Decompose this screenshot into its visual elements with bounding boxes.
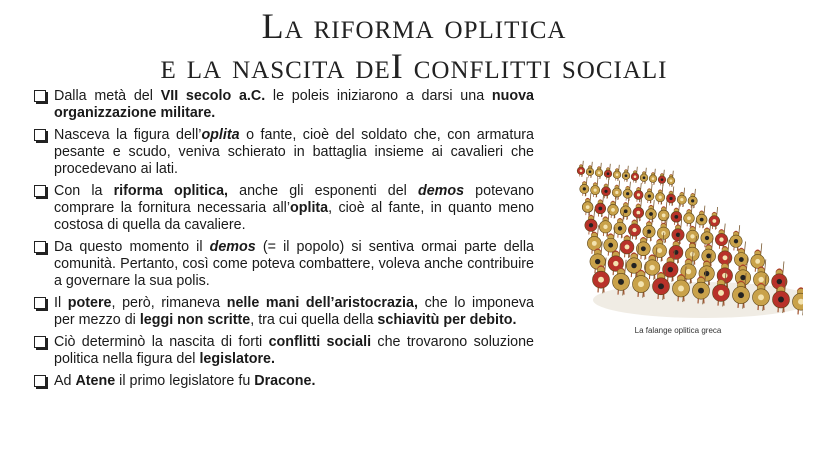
hoplite-icon <box>620 197 631 220</box>
bullet-text-part: Il <box>54 295 68 311</box>
hoplite-icon <box>622 166 630 182</box>
hoplite-icon <box>730 225 742 251</box>
hoplite-icon <box>656 185 665 204</box>
bullet-text-part: VII secolo a.C. <box>160 88 266 104</box>
checkbox-bullet-icon <box>34 90 46 102</box>
bullet-text-part: schiavitù per debito. <box>377 312 517 328</box>
hoplite-icon <box>613 165 621 181</box>
hoplite-icon <box>666 186 675 205</box>
hoplite-icon <box>604 164 612 180</box>
hoplite-icon <box>580 177 589 196</box>
hoplite-icon <box>585 209 597 235</box>
hoplite-icon <box>582 193 593 216</box>
bullet-text-part: le poleis iniziarono a darsi una <box>265 88 492 104</box>
checkbox-bullet-icon <box>34 297 46 309</box>
bullet-text-part: Da questo momento il <box>54 239 210 255</box>
phalanx-illustration <box>553 150 803 325</box>
hoplite-icon <box>677 188 686 207</box>
bullet-item <box>34 334 534 368</box>
hoplite-icon <box>688 189 697 208</box>
figure-caption: La falange oplitica greca <box>634 326 722 335</box>
bullet-text-part: potere <box>67 295 112 311</box>
bullet-text-part: , tra cui quella della <box>250 312 378 328</box>
hoplite-icon <box>623 182 632 201</box>
bullet-text-part: potevano comprare la fornitura necessaria all’ <box>54 183 535 216</box>
bullet-text-part: Ad <box>54 373 76 389</box>
hoplite-icon <box>608 196 619 219</box>
title-line-1: La riforma oplitica <box>261 6 567 46</box>
bullet-text-part: riforma oplitica, <box>113 183 229 199</box>
bullet-list <box>34 88 534 395</box>
hoplite-icon <box>612 181 621 200</box>
bullet-item <box>34 373 534 390</box>
checkbox-bullet-icon <box>34 375 46 387</box>
hoplite-icon <box>601 179 610 198</box>
bullet-text-part: oplita <box>201 127 240 143</box>
hoplite-icon <box>586 162 594 178</box>
hoplite-icon <box>599 211 611 237</box>
bullet-text-part: demos <box>417 183 465 199</box>
bullet-item <box>34 183 534 234</box>
bullet-text-part: oplita <box>290 200 329 216</box>
checkbox-bullet-icon <box>34 185 46 197</box>
bullet-text-part: conflitti sociali <box>268 334 372 350</box>
hoplite-icon <box>633 199 644 222</box>
hoplite-icon <box>715 224 727 250</box>
bullet-item <box>34 127 534 178</box>
bullet-text-part: (= il popolo) si sentiva ormai parte della comunità. Pertanto, così come poteva combattere, voleva anche contribuire a governare la sua polis. <box>54 239 534 289</box>
bullet-text-part: Nasceva la figura dell’ <box>54 127 202 143</box>
bullet-text-part: , però, rimaneva <box>111 295 227 311</box>
bullet-text-part: Dracone. <box>254 373 316 389</box>
bullet-item <box>34 88 534 122</box>
bullet-text-part: Dalla metà del <box>54 88 161 104</box>
checkbox-bullet-icon <box>34 336 46 348</box>
hoplite-icon <box>595 163 603 179</box>
bullet-text-part: che trovarono soluzione politica nella figura del <box>54 334 534 367</box>
bullet-text-part: leggi non scritte <box>139 312 251 328</box>
hoplite-icon <box>645 184 654 203</box>
bullet-text-part: demos <box>209 239 256 255</box>
hoplite-icon <box>696 206 707 229</box>
hoplite-icon <box>631 167 639 183</box>
hoplite-icon <box>667 171 675 187</box>
bullet-text-part: legislatore. <box>199 351 275 367</box>
bullet-text-part: , cioè al fante, in quanto meno costosa di quella da cavaliere. <box>54 200 534 233</box>
bullet-item <box>34 295 534 329</box>
bullet-item <box>34 239 534 290</box>
hoplite-icon <box>684 204 695 227</box>
bullet-text-part: nelle mani dell’aristocrazia, <box>226 295 418 311</box>
bullet-text-part: anche gli esponenti del <box>228 183 418 199</box>
bullet-text-part: che lo imponeva per mezzo di <box>54 295 535 328</box>
hoplite-icon <box>591 178 600 197</box>
checkbox-bullet-icon <box>34 241 46 253</box>
hoplite-icon <box>646 200 657 223</box>
bullet-text-part: nuova organizzazione militare. <box>54 88 535 121</box>
hoplite-icon <box>577 161 585 177</box>
hoplite-icon <box>640 168 648 184</box>
hoplite-icon <box>658 201 669 224</box>
bullet-text-part: il primo legislatore fu <box>115 373 255 389</box>
hoplite-icon <box>658 170 666 186</box>
bullet-text-part: Con la <box>54 183 114 199</box>
checkbox-bullet-icon <box>34 129 46 141</box>
title-line-2: e la nascita deI conflitti sociali <box>160 46 668 86</box>
hoplite-icon <box>649 169 657 185</box>
bullet-text-part: Ciò determinò la nascita di forti <box>54 334 269 350</box>
bullet-text-part: Atene <box>75 373 116 389</box>
bullet-text-part: o fante, cioè del soldato che, con armatura pesante e scudo, veniva schierato in battaglia insieme ai cavalieri che procedevano ai lati. <box>54 127 534 177</box>
